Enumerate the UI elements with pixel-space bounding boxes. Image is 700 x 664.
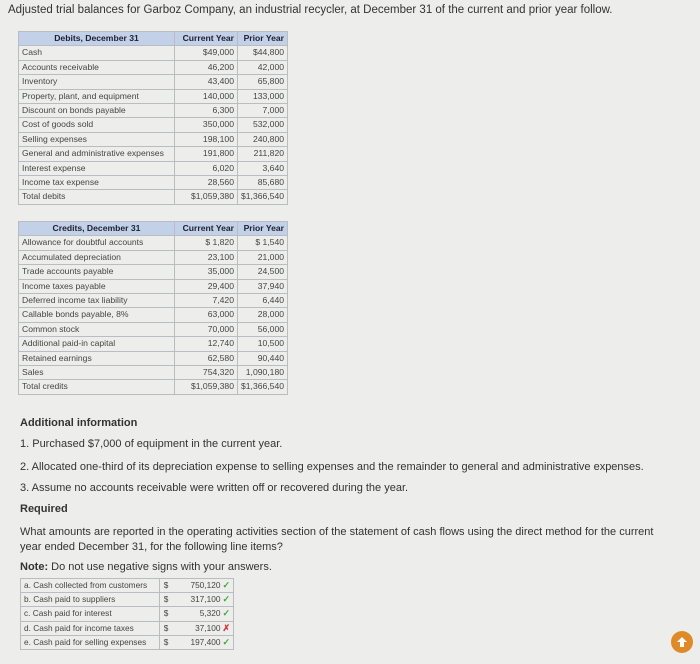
prior-year-value: $1,366,540: [238, 380, 288, 394]
current-year-value: 350,000: [175, 118, 238, 132]
account-label: Income tax expense: [19, 176, 175, 190]
current-year-value: $1,059,380: [175, 190, 238, 204]
prior-year-value: 6,440: [238, 294, 288, 308]
account-label: Deferred income tax liability: [19, 294, 175, 308]
answer-value: 317,100: [190, 594, 221, 605]
prior-year-value: $44,800: [238, 46, 288, 60]
note: [20, 561, 272, 573]
required-heading: Required: [20, 503, 68, 515]
table-row: [19, 190, 288, 204]
answer-input[interactable]: [172, 579, 234, 593]
current-year-value: 754,320: [175, 366, 238, 380]
debits-table: [18, 31, 288, 205]
currency-sign: $: [160, 579, 173, 593]
account-label: Total credits: [19, 380, 175, 394]
account-label: Cash: [19, 46, 175, 60]
answer-label: d. Cash paid for income taxes: [21, 621, 160, 635]
account-label: Accumulated depreciation: [19, 250, 175, 264]
table-row: [19, 46, 288, 60]
answer-row: [21, 635, 234, 649]
column-header: Current Year: [175, 32, 238, 46]
column-header: Prior Year: [238, 32, 288, 46]
current-year-value: 140,000: [175, 89, 238, 103]
current-year-value: 198,100: [175, 132, 238, 146]
column-header: Prior Year: [238, 222, 288, 236]
current-year-value: 63,000: [175, 308, 238, 322]
table-row: [19, 265, 288, 279]
prior-year-value: $1,366,540: [238, 190, 288, 204]
additional-info-heading: Additional information: [20, 417, 138, 429]
prior-year-value: 56,000: [238, 322, 288, 336]
table-row: [19, 366, 288, 380]
prior-year-value: 3,640: [238, 161, 288, 175]
prior-year-value: 532,000: [238, 118, 288, 132]
current-year-value: $49,000: [175, 46, 238, 60]
current-year-value: 29,400: [175, 279, 238, 293]
answer-label: a. Cash collected from customers: [21, 579, 160, 593]
account-label: Property, plant, and equipment: [19, 89, 175, 103]
table-row: [19, 308, 288, 322]
prior-year-value: 211,820: [238, 147, 288, 161]
prior-year-value: $ 1,540: [238, 236, 288, 250]
credits-table: [18, 221, 288, 395]
current-year-value: 191,800: [175, 147, 238, 161]
answer-row: [21, 607, 234, 621]
table-row: [19, 75, 288, 89]
current-year-value: $1,059,380: [175, 380, 238, 394]
table-row: [19, 60, 288, 74]
currency-sign: $: [160, 635, 173, 649]
table-header-row: [19, 32, 288, 46]
scroll-top-button[interactable]: [671, 631, 693, 653]
answer-row: [21, 621, 234, 635]
account-label: Additional paid-in capital: [19, 337, 175, 351]
column-header: Debits, December 31: [19, 32, 175, 46]
account-label: General and administrative expenses: [19, 147, 175, 161]
required-question: year ended December 31, for the following line items?: [20, 541, 283, 553]
table-header-row: [19, 222, 288, 236]
page-title: Adjusted trial balances for Garboz Company, an industrial recycler, at December 31 of the current and prior year follow.: [8, 4, 613, 16]
table-row: [19, 161, 288, 175]
check-icon: ✓: [222, 594, 230, 605]
account-label: Retained earnings: [19, 351, 175, 365]
table-row: [19, 236, 288, 250]
account-label: Total debits: [19, 190, 175, 204]
answer-row: [21, 579, 234, 593]
additional-info-item: 1. Purchased $7,000 of equipment in the current year.: [20, 438, 283, 450]
currency-sign: $: [160, 607, 173, 621]
current-year-value: 43,400: [175, 75, 238, 89]
table-row: [19, 351, 288, 365]
additional-info-item: 3. Assume no accounts receivable were written off or recovered during the year.: [20, 482, 409, 494]
answer-input[interactable]: [172, 593, 234, 607]
current-year-value: 35,000: [175, 265, 238, 279]
table-row: [19, 250, 288, 264]
table-row: [19, 147, 288, 161]
account-label: Interest expense: [19, 161, 175, 175]
prior-year-value: 10,500: [238, 337, 288, 351]
current-year-value: 70,000: [175, 322, 238, 336]
table-row: [19, 176, 288, 190]
table-row: [19, 279, 288, 293]
current-year-value: 23,100: [175, 250, 238, 264]
account-label: Common stock: [19, 322, 175, 336]
prior-year-value: 1,090,180: [238, 366, 288, 380]
answer-table: [20, 578, 234, 650]
account-label: Allowance for doubtful accounts: [19, 236, 175, 250]
column-header: Current Year: [175, 222, 238, 236]
table-row: [19, 294, 288, 308]
current-year-value: 6,300: [175, 104, 238, 118]
prior-year-value: 240,800: [238, 132, 288, 146]
account-label: Trade accounts payable: [19, 265, 175, 279]
account-label: Sales: [19, 366, 175, 380]
account-label: Selling expenses: [19, 132, 175, 146]
current-year-value: 6,020: [175, 161, 238, 175]
currency-sign: $: [160, 621, 173, 635]
answer-value: 5,320: [199, 608, 221, 619]
current-year-value: 28,560: [175, 176, 238, 190]
note-label: Note:: [20, 561, 49, 573]
prior-year-value: 90,440: [238, 351, 288, 365]
current-year-value: 46,200: [175, 60, 238, 74]
table-row: [19, 89, 288, 103]
current-year-value: 7,420: [175, 294, 238, 308]
answer-label: c. Cash paid for interest: [21, 607, 160, 621]
account-label: Discount on bonds payable: [19, 104, 175, 118]
table-row: [19, 132, 288, 146]
prior-year-value: 24,500: [238, 265, 288, 279]
table-row: [19, 104, 288, 118]
cross-icon: ✗: [222, 622, 230, 633]
check-icon: ✓: [222, 636, 230, 647]
column-header: Credits, December 31: [19, 222, 175, 236]
prior-year-value: 37,940: [238, 279, 288, 293]
current-year-value: $ 1,820: [175, 236, 238, 250]
arrow-up-icon: [676, 636, 688, 648]
currency-sign: $: [160, 593, 173, 607]
answer-label: b. Cash paid to suppliers: [21, 593, 160, 607]
current-year-value: 12,740: [175, 337, 238, 351]
prior-year-value: 21,000: [238, 250, 288, 264]
table-row: [19, 118, 288, 132]
account-label: Inventory: [19, 75, 175, 89]
answer-input[interactable]: [172, 635, 234, 649]
account-label: Accounts receivable: [19, 60, 175, 74]
answer-input[interactable]: [172, 607, 234, 621]
answer-value: 750,120: [190, 580, 221, 590]
answer-label: e. Cash paid for selling expenses: [21, 635, 160, 649]
check-icon: ✓: [222, 608, 230, 619]
account-label: Income taxes payable: [19, 279, 175, 293]
note-text: Do not use negative signs with your answers.: [48, 561, 272, 573]
required-question: What amounts are reported in the operating activities section of the statement of cash flows using the direct method for the current: [20, 526, 654, 538]
answer-value: 37,100: [195, 622, 221, 633]
account-label: Callable bonds payable, 8%: [19, 308, 175, 322]
table-row: [19, 322, 288, 336]
table-row: [19, 337, 288, 351]
prior-year-value: 85,680: [238, 176, 288, 190]
prior-year-value: 7,000: [238, 104, 288, 118]
answer-input[interactable]: [172, 621, 234, 635]
table-row: [19, 380, 288, 394]
answer-value: 197,400: [190, 636, 221, 647]
prior-year-value: 28,000: [238, 308, 288, 322]
account-label: Cost of goods sold: [19, 118, 175, 132]
current-year-value: 62,580: [175, 351, 238, 365]
prior-year-value: 42,000: [238, 60, 288, 74]
prior-year-value: 65,800: [238, 75, 288, 89]
answer-row: [21, 593, 234, 607]
prior-year-value: 133,000: [238, 89, 288, 103]
check-icon: ✓: [222, 580, 230, 590]
additional-info-item: 2. Allocated one-third of its depreciation expense to selling expenses and the remainder to general and administrative expenses.: [20, 461, 644, 473]
